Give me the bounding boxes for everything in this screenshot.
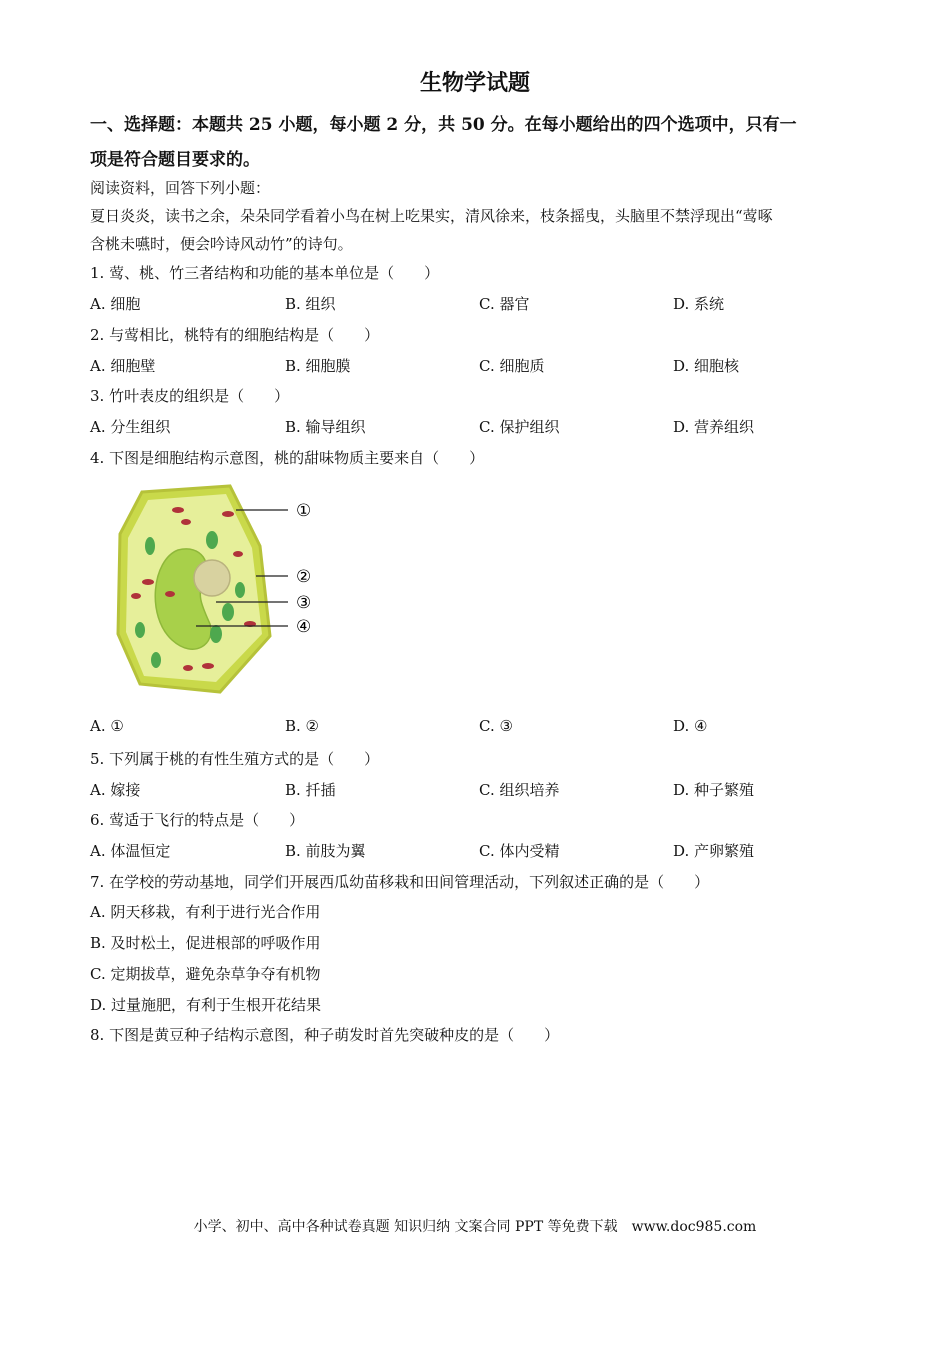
question-1-stem: 1. 莺、桃、竹三者结构和功能的基本单位是（ ）	[90, 264, 440, 282]
label-4: ④	[296, 617, 312, 637]
question-5-option-a: A. 嫁接	[90, 781, 141, 799]
question-2-option-d: D. 细胞核	[673, 357, 740, 375]
question-3-option-d: D. 营养组织	[673, 418, 755, 436]
label-2: ②	[296, 567, 312, 587]
material-line2: 含桃未嚥时，便会吟诗风动竹”的诗句。	[90, 235, 353, 253]
question-2-option-a: A. 细胞壁	[90, 357, 156, 375]
question-6-option-c: C. 体内受精	[479, 842, 560, 860]
question-5-option-b: B. 扦插	[285, 781, 336, 799]
page-title: 生物学试题	[419, 70, 530, 96]
material-line1: 夏日炎炎，读书之余，朵朵同学看着小鸟在树上吃果实，清风徐来，枝条摇曳，头脑里不禁浮现出“莺啄	[90, 207, 773, 225]
nucleus	[194, 560, 230, 596]
question-1-option-d: D. 系统	[673, 295, 725, 313]
question-8-stem: 8. 下图是黄豆种子结构示意图，种子萌发时首先突破种皮的是（ ）	[90, 1026, 560, 1044]
label-1: ①	[296, 501, 312, 521]
question-5-option-c: C. 组织培养	[479, 781, 560, 799]
question-4-option-d: D. ④	[673, 717, 708, 735]
section-heading-line2: 项是符合题目要求的。	[90, 150, 260, 170]
question-2-stem: 2. 与莺相比，桃特有的细胞结构是（ ）	[90, 326, 380, 344]
question-6-stem: 6. 莺适于飞行的特点是（ ）	[90, 811, 305, 829]
question-6-option-b: B. 前肢为翼	[285, 842, 366, 860]
question-7-option-a: A. 阴天移栽，有利于进行光合作用	[90, 903, 321, 921]
question-7-option-b: B. 及时松土，促进根部的呼吸作用	[90, 934, 321, 952]
question-2-option-c: C. 细胞质	[479, 357, 545, 375]
question-1-option-a: A. 细胞	[90, 295, 141, 313]
question-7-option-d: D. 过量施肥，有利于生根开花结果	[90, 996, 322, 1014]
plant-cell-diagram	[112, 484, 332, 698]
question-3-option-b: B. 输导组织	[285, 418, 366, 436]
question-6-option-d: D. 产卵繁殖	[673, 842, 755, 860]
question-3-option-c: C. 保护组织	[479, 418, 560, 436]
material-intro: 阅读资料，回答下列小题：	[90, 179, 271, 197]
question-2-option-b: B. 细胞膜	[285, 357, 351, 375]
question-1-option-c: C. 器官	[479, 295, 530, 313]
question-4-stem: 4. 下图是细胞结构示意图，桃的甜味物质主要来自（ ）	[90, 449, 485, 467]
question-7-option-c: C. 定期拔草，避免杂草争夺有机物	[90, 965, 321, 983]
question-4-option-a: A. ①	[90, 717, 124, 735]
question-4-option-c: C. ③	[479, 717, 513, 735]
page-footer: 小学、初中、高中各种试卷真题 知识归纳 文案合同 PPT 等免费下载 www.doc985.com	[193, 1219, 757, 1235]
section-heading-line1: 一、选择题：本题共 25 小题，每小题 2 分，共 50 分。在每小题给出的四个选项中，只有一	[90, 115, 797, 135]
question-7-stem: 7. 在学校的劳动基地，同学们开展西瓜幼苗移栽和田间管理活动，下列叙述正确的是（ ）	[90, 873, 710, 891]
question-4-option-b: B. ②	[285, 717, 320, 735]
question-6-option-a: A. 体温恒定	[90, 842, 171, 860]
question-3-stem: 3. 竹叶表皮的组织是（ ）	[90, 387, 290, 405]
question-5-option-d: D. 种子繁殖	[673, 781, 755, 799]
label-3: ③	[296, 593, 312, 613]
question-3-option-a: A. 分生组织	[90, 418, 171, 436]
question-1-option-b: B. 组织	[285, 295, 336, 313]
question-5-stem: 5. 下列属于桃的有性生殖方式的是（ ）	[90, 750, 380, 768]
